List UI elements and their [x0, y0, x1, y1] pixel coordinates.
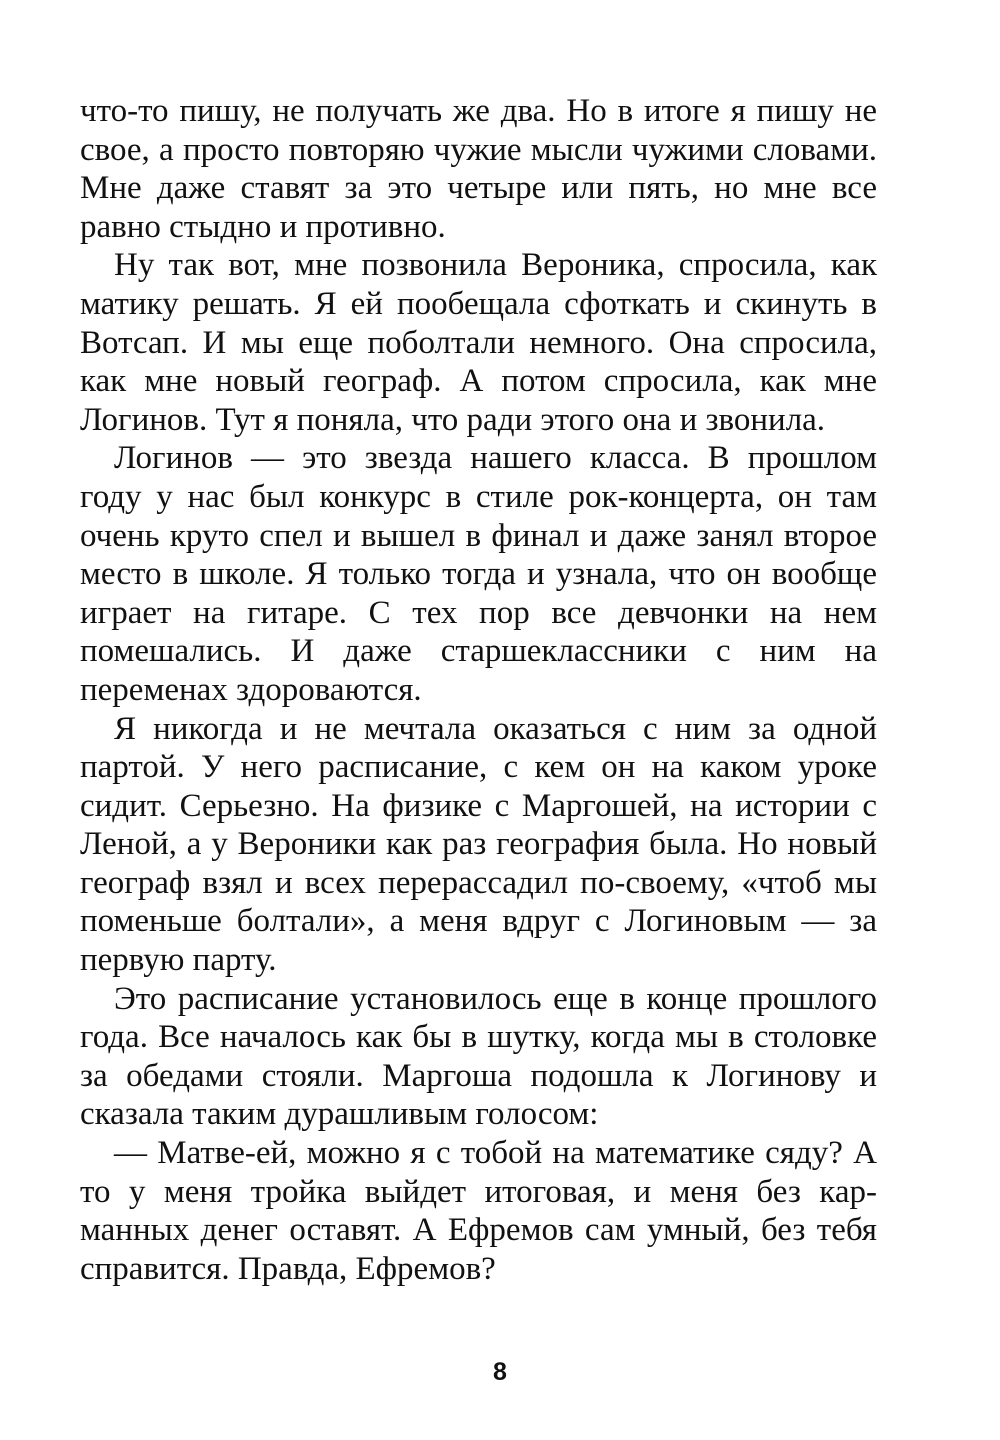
page-text: [80, 92, 877, 1288]
paragraph-5: Это расписание установилось еще в конце прошлого года. Все началось как бы в шутку, когда мы в столовке за обедами стояли. Маргоша подошла к Логинову и сказала таким дурашливым голосом:: [80, 980, 877, 1133]
paragraph-6: — Матве-ей, можно я с тобой на математике сяду? А то у меня тройка выйдет итоговая, и меня без карманных денег оставят. А Ефремов сам умный, без тебя справится. Правда, Ефремов?: [80, 1135, 877, 1287]
paragraph-2: Ну так вот, мне позвонила Вероника, спросила, как матику решать. Я ей пообещала сфоткать и скинуть в Вотсап. И мы еще поболтали немного. Она спросила, как мне новый географ. А потом спросила, как мне Логинов. Тут я поняла, что ради этого она и звонила.: [80, 247, 877, 438]
page-number: 8: [493, 1358, 507, 1386]
paragraph-1: что-то пишу, не получать же два. Но в итоге я пишу не свое, а просто повторяю чужие мысли чужими словами. Мне даже ставят за это четыре или пять, но мне все равно стыдно и противно.: [80, 93, 877, 245]
paragraph-4: Я никогда и не мечтала оказаться с ним за одной партой. У него расписание, с кем он на каком уроке сидит. Серьезно. На физике с Маргошей, на истории с Леной, а у Вероники как раз география была. Но новый географ взял и всех перерассадил по-своему, «чтоб мы поменьше болтали», а меня вдруг с Логиновым — за первую парту.: [80, 710, 877, 979]
paragraph-3: Логинов — это звезда нашего класса. В прошлом году у нас был конкурс в стиле рок-концерта, он там очень круто спел и вышел в финал и даже занял второе место в школе. Я только тогда и узнала, что он вообще играет на гитаре. С тех пор все девчонки на нем помешались. И даже старшеклассники с ним на переменах здороваются.: [80, 440, 877, 708]
